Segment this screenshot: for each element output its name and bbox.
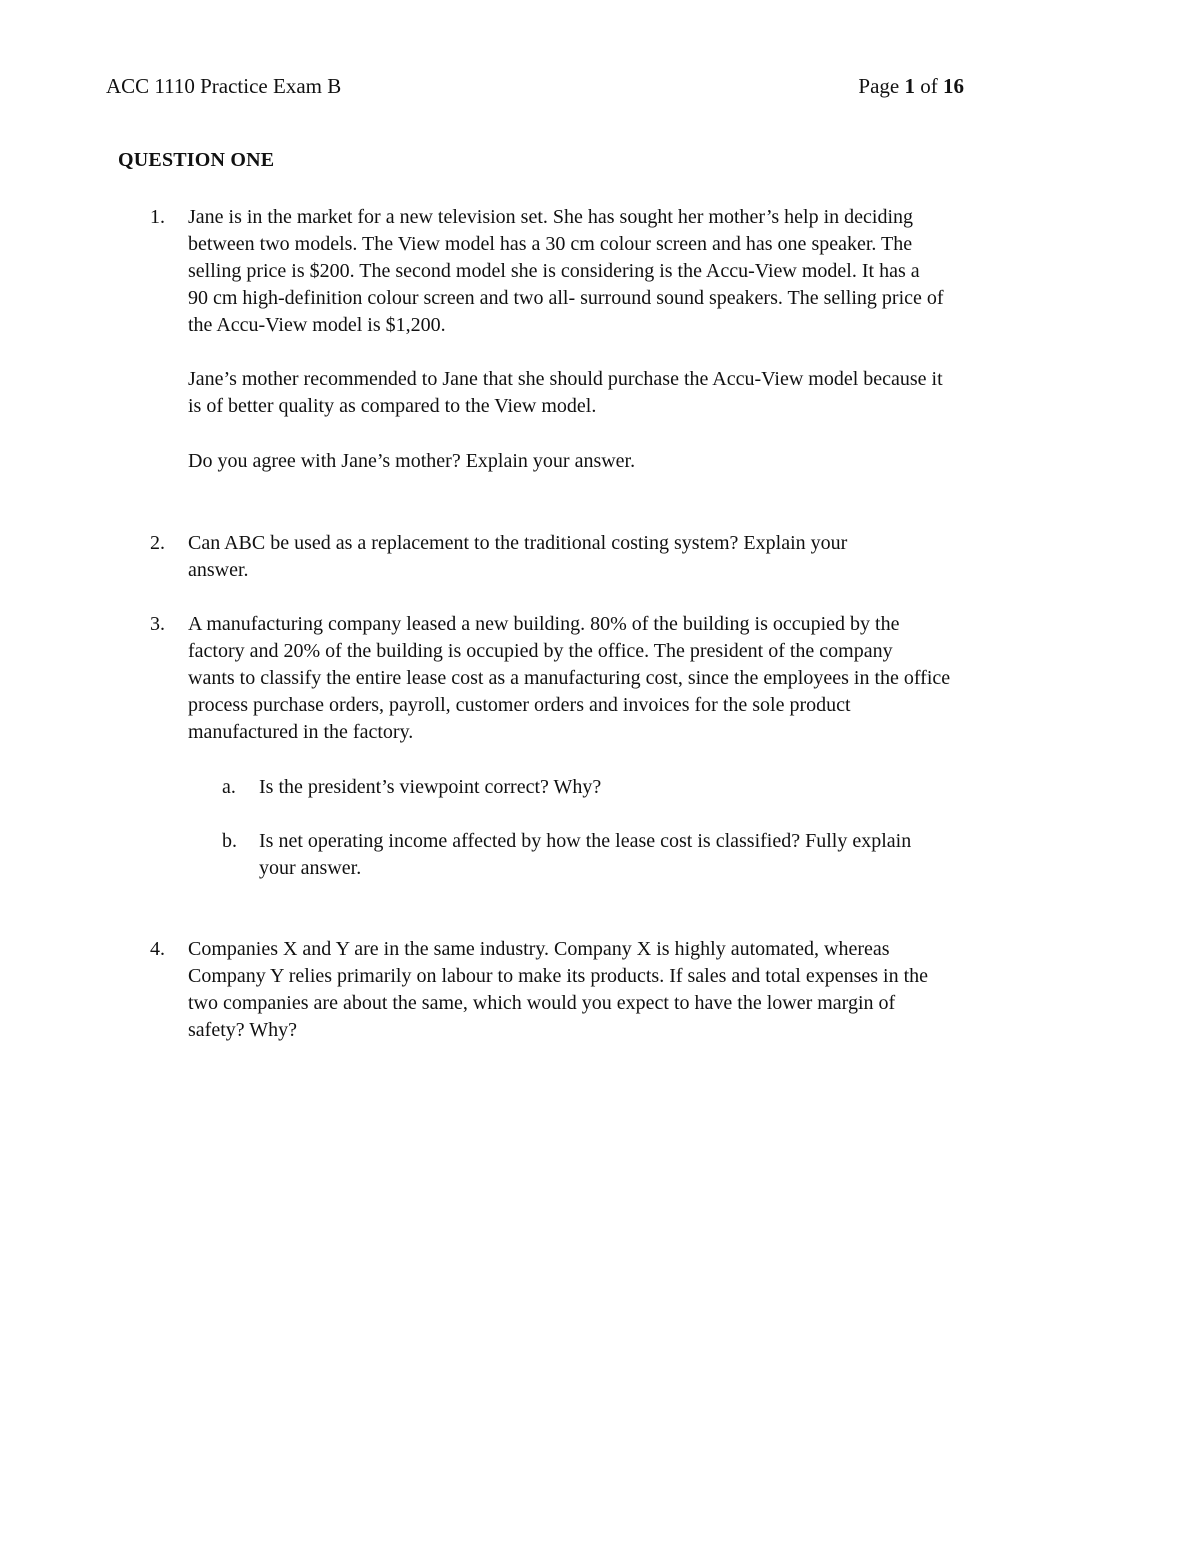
question-number: 3. (150, 613, 165, 635)
subpart-text: Is net operating income affected by how the lease cost is classified? Fully explain your answer. (259, 830, 912, 879)
subpart-text: Is the president’s viewpoint correct? Why? (259, 776, 602, 798)
question-text: Companies X and Y are in the same industry. Company X is highly automated, whereas Company Y relies primarily on labour to make its products. If sales and total expenses in the two companies are about the same, which would you expect to have the lower margin of safety? Why? (188, 938, 929, 1041)
page-total: 16 (943, 74, 964, 98)
page-number (858, 74, 964, 99)
page-current: 1 (904, 74, 915, 98)
question-text: Jane’s mother recommended to Jane that she should purchase the Accu-View model because it is of better quality as compared to the View model. (188, 368, 943, 417)
subpart-letter: a. (222, 776, 236, 798)
subpart-letter: b. (222, 830, 237, 852)
page-of: of (915, 74, 943, 98)
question-number: 1. (150, 206, 165, 228)
page-prefix: Page (858, 74, 905, 98)
question-number: 2. (150, 532, 165, 554)
question-text: Do you agree with Jane’s mother? Explain your answer. (188, 450, 636, 472)
question-text: Can ABC be used as a replacement to the traditional costing system? Explain your answer. (188, 532, 848, 581)
page-header (106, 74, 964, 102)
question-text: Jane is in the market for a new television set. She has sought her mother’s help in deciding between two models. The View model has a 30 cm colour screen and has one speaker. The selling price is $200. The second model she is considering is the Accu-View model. It has a 90 cm high-definition colour screen and two all- surround sound speakers. The selling price of the Accu-View model is $1,200. (188, 206, 944, 336)
document-title: ACC 1110 Practice Exam B (106, 74, 342, 98)
question-text: A manufacturing company leased a new building. 80% of the building is occupied by the factory and 20% of the building is occupied by the office. The president of the company wants to classify the entire lease cost as a manufacturing cost, since the employees in the office process purchase orders, payroll, customer orders and invoices for the sole product manufactured in the factory. (188, 613, 951, 743)
section-title: QUESTION ONE (118, 149, 275, 171)
question-number: 4. (150, 938, 165, 960)
